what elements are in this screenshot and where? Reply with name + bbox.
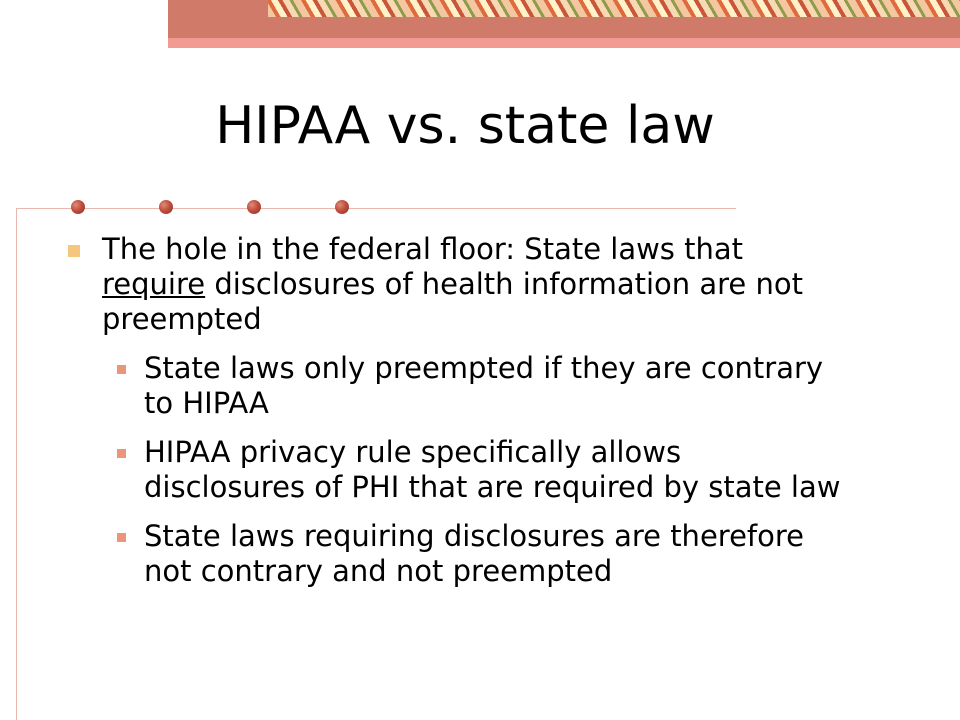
decorative-dot: [159, 200, 173, 214]
frame-vertical-line: [16, 208, 17, 720]
banner-texture: [268, 0, 960, 17]
slide-title: HIPAA vs. state law: [215, 96, 715, 156]
decorative-dot: [335, 200, 349, 214]
sub-bullet: [112, 435, 848, 505]
main-bullet-text-end: disclosures of health information are not preempted: [102, 267, 803, 336]
main-bullet: [68, 232, 848, 337]
sub-bullet: [112, 351, 848, 421]
sub-bullet-text: HIPAA privacy rule specifically allows disclosures of PHI that are required by state law: [144, 435, 841, 504]
frame-horizontal-line: [16, 208, 736, 209]
main-bullet-underlined-word: require: [102, 267, 206, 301]
decorative-dot: [71, 200, 85, 214]
sub-bullet-text: State laws only preempted if they are contrary to HIPAA: [144, 351, 824, 420]
header-banner: [168, 0, 960, 38]
header-stripe: [168, 38, 960, 48]
square-bullet-icon: [117, 365, 126, 374]
square-bullet-icon: [117, 533, 126, 542]
square-bullet-icon: [68, 245, 80, 257]
slide-body: [68, 232, 848, 603]
sub-bullet-text: State laws requiring disclosures are therefore not contrary and not preempted: [144, 519, 804, 588]
square-bullet-icon: [117, 449, 126, 458]
sub-bullet: [112, 519, 848, 589]
main-bullet-text-start: The hole in the federal floor: State laws that: [102, 232, 744, 266]
decorative-dot: [247, 200, 261, 214]
